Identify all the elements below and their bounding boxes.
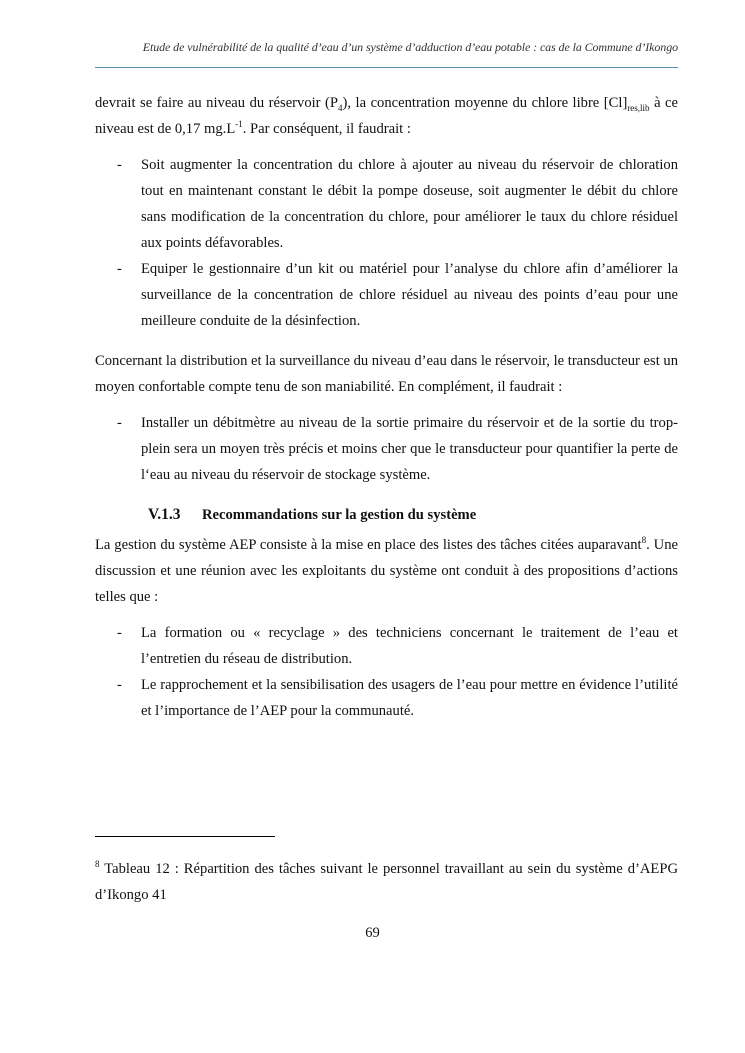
list-item: - Equiper le gestionnaire d’un kit ou matériel pour l’analyse du chlore afin d’améliorer la surveillance de la concentration de chlore résiduel au niveau des points d’eau pour une meilleure conduite de la désinfection. <box>117 261 678 329</box>
bullet-list <box>95 152 678 334</box>
section-heading: V.1.3 Recommandations sur la gestion du système <box>148 506 477 523</box>
page-body <box>95 90 678 738</box>
paragraph: La gestion du système AEP consiste à la mise en place des listes des tâches citées auparavant$^8$. Une discussion et une réunion avec les exploitants du système ont conduit à des propositions d’actions telles que : <box>95 535 678 605</box>
list-item: - La formation ou « recyclage » des techniciens concernant le traitement de l’eau et l’entretien du réseau de distribution. <box>117 625 678 667</box>
paragraph: devrait se faire au niveau du réservoir $(P_4)$, la concentration moyenne du chlore libre $[Cl]_{res,lib}$ à ce niveau est de 0,17 $mg.L^{-1}$. Par conséquent, il faudrait : <box>95 95 678 137</box>
footnote: $^8$ Tableau 12 : Répartition des tâches suivant le personnel travaillant au sein du système d’AEPG d’Ikongo 41 <box>95 859 678 903</box>
page-number: 69 <box>365 925 380 941</box>
list-item: - Soit augmenter la concentration du chlore à ajouter au niveau du réservoir de chloration tout en maintenant constant le débit la pompe doseuse, soit augmenter le débit du chlore sans modification de la concentration du chlore, pour améliorer le taux du chlore résiduel aux points défavorables. <box>117 157 678 251</box>
bullet-list <box>95 410 678 488</box>
paragraph: Concernant la distribution et la surveillance du niveau d’eau dans le réservoir, le transducteur est un moyen confortable compte tenu de son maniabilité. En complément, il faudrait : <box>95 353 678 395</box>
list-item: - Le rapprochement et la sensibilisation des usagers de l’eau pour mettre en évidence l’utilité et l’importance de l’AEP pour la communauté. <box>117 677 678 719</box>
list-item: - Installer un débitmètre au niveau de la sortie primaire du réservoir et de la sortie du trop-plein sera un moyen très précis et moins cher que le transducteur pour quantifier la perte de l‘eau au niveau du réservoir de stockage système. <box>117 415 678 483</box>
running-header: Etude de vulnérabilité de la qualité d’eau d’un système d’adduction d’eau potable : cas de la Commune d’Ikongo <box>142 40 678 54</box>
header-rule <box>95 67 678 68</box>
bullet-list <box>95 620 678 724</box>
footnote-rule <box>95 836 275 837</box>
